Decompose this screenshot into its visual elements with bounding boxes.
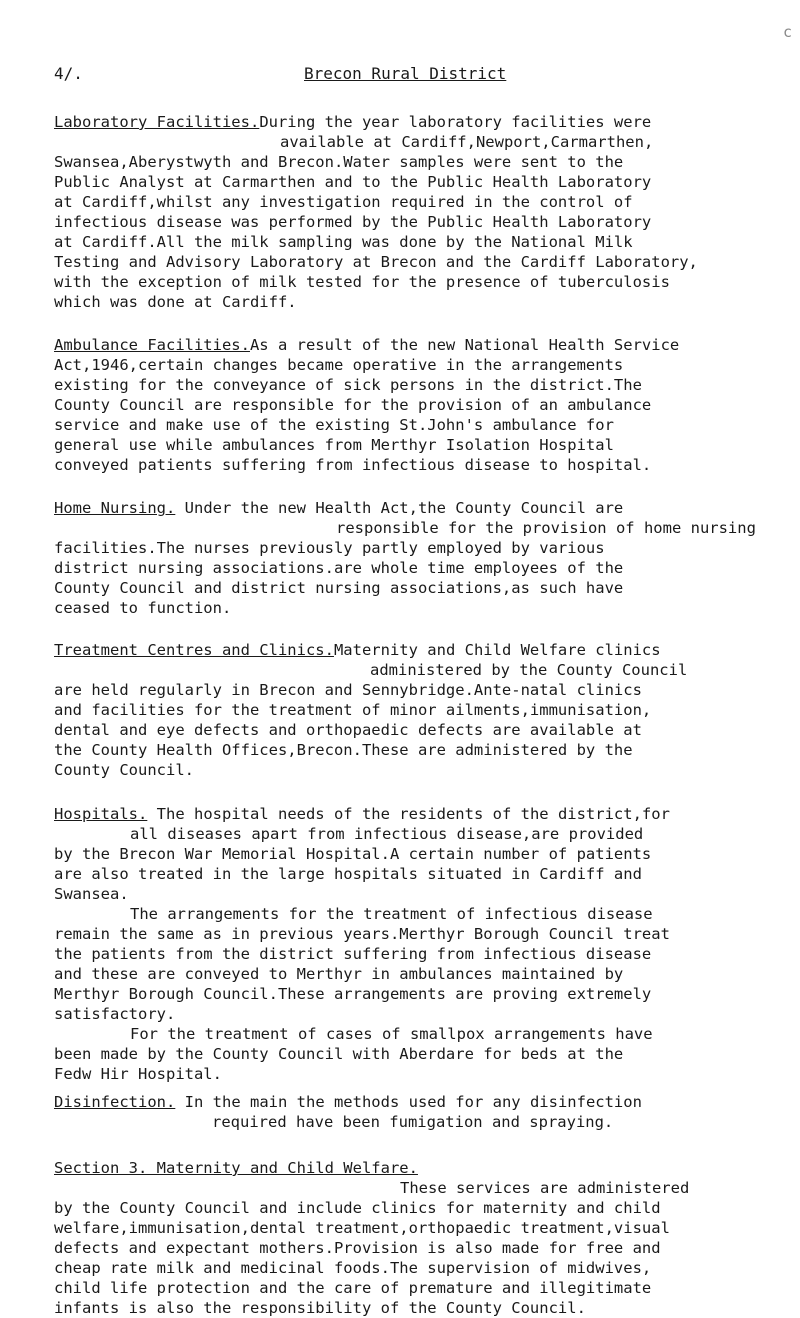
section-line: Home Nursing. Under the new Health Act,the County Council are	[54, 499, 624, 517]
section-line: Swansea.	[54, 885, 129, 903]
section-line: cheap rate milk and medicinal foods.The supervision of midwives,	[54, 1259, 652, 1277]
corner-mark: c	[783, 23, 793, 41]
section-line: Ambulance Facilities.As a result of the new National Health Service	[54, 336, 680, 354]
section-line: For the treatment of cases of smallpox arrangements have	[130, 1025, 653, 1043]
section-line: Act,1946,certain changes became operative in the arrangements	[54, 356, 624, 374]
section-line: conveyed patients suffering from infectious disease to hospital.	[54, 456, 652, 474]
section-line: and facilities for the treatment of minor ailments,immunisation,	[54, 701, 652, 719]
section-line: and these are conveyed to Merthyr in ambulances maintained by	[54, 965, 624, 983]
section-line: by the Brecon War Memorial Hospital.A certain number of patients	[54, 845, 652, 863]
section-heading: Section 3. Maternity and Child Welfare.	[54, 1159, 418, 1177]
section-line: been made by the County Council with Aberdare for beds at the	[54, 1045, 624, 1063]
section-line: the patients from the district suffering from infectious disease	[54, 945, 652, 963]
section-line: at Cardiff,whilst any investigation required in the control of	[54, 193, 633, 211]
section-line: responsible for the provision of home nursing	[336, 519, 756, 537]
section-line: service and make use of the existing St.John's ambulance for	[54, 416, 614, 434]
running-head: Brecon Rural District	[304, 64, 507, 83]
section-line: infants is also the responsibility of the County Council.	[54, 1299, 586, 1317]
section-line: child life protection and the care of premature and illegitimate	[54, 1279, 652, 1297]
section-line: general use while ambulances from Merthyr Isolation Hospital	[54, 436, 614, 454]
section-line: with the exception of milk tested for the presence of tuberculosis	[54, 273, 670, 291]
page-number: 4/.	[54, 64, 83, 83]
section-line: infectious disease was performed by the Public Health Laboratory	[54, 213, 652, 231]
section-line: are also treated in the large hospitals situated in Cardiff and	[54, 865, 642, 883]
section-line: required have been fumigation and spraying.	[212, 1113, 614, 1131]
section-line: Public Analyst at Carmarthen and to the Public Health Laboratory	[54, 173, 652, 191]
section-heading: Ambulance Facilities.	[54, 336, 250, 354]
section-line: remain the same as in previous years.Merthyr Borough Council treat	[54, 925, 670, 943]
section-line: district nursing associations.are whole time employees of the	[54, 559, 624, 577]
section-line: County Council.	[54, 761, 194, 779]
section-heading: Laboratory Facilities.	[54, 113, 260, 131]
section-line: the County Health Offices,Brecon.These are administered by the	[54, 741, 633, 759]
section-home-nursing	[54, 498, 794, 618]
section-heading: Hospitals.	[54, 805, 148, 823]
section-line: facilities.The nurses previously partly employed by various	[54, 539, 605, 557]
section-line: Hospitals. The hospital needs of the residents of the district,for	[54, 805, 670, 823]
section-line	[54, 1158, 794, 1178]
section-line: Treatment Centres and Clinics.Maternity and Child Welfare clinics	[54, 641, 661, 659]
section-line: Fedw Hir Hospital.	[54, 1065, 222, 1083]
section-line: County Council and district nursing associations,as such have	[54, 579, 624, 597]
section-line: Testing and Advisory Laboratory at Brecon and the Cardiff Laboratory,	[54, 253, 698, 271]
section-ambulance	[54, 335, 794, 475]
section-line: administered by the County Council	[370, 661, 688, 679]
section-line: These services are administered	[400, 1179, 690, 1197]
section-line: welfare,immunisation,dental treatment,orthopaedic treatment,visual	[54, 1219, 670, 1237]
section-line: by the County Council and include clinics for maternity and child	[54, 1199, 661, 1217]
section-line: The arrangements for the treatment of infectious disease	[130, 905, 653, 923]
section-maternity-child-welfare	[54, 1158, 794, 1318]
section-line: Merthyr Borough Council.These arrangements are proving extremely	[54, 985, 652, 1003]
section-line: satisfactory.	[54, 1005, 176, 1023]
section-line: Disinfection. In the main the methods used for any disinfection	[54, 1093, 642, 1111]
section-line: are held regularly in Brecon and Sennybridge.Ante-natal clinics	[54, 681, 642, 699]
section-disinfection	[54, 1092, 794, 1132]
section-line: available at Cardiff,Newport,Carmarthen,	[280, 133, 654, 151]
section-hospitals	[54, 804, 794, 1084]
section-line: all diseases apart from infectious disease,are provided	[130, 825, 644, 843]
section-line: at Cardiff.All the milk sampling was done by the National Milk	[54, 233, 633, 251]
section-heading: Disinfection.	[54, 1093, 176, 1111]
section-line: Laboratory Facilities.During the year laboratory facilities were	[54, 113, 652, 131]
section-heading: Treatment Centres and Clinics.	[54, 641, 334, 659]
section-line: ceased to function.	[54, 599, 232, 617]
section-line: existing for the conveyance of sick persons in the district.The	[54, 376, 642, 394]
section-line: which was done at Cardiff.	[54, 293, 297, 311]
section-line: defects and expectant mothers.Provision is also made for free and	[54, 1239, 661, 1257]
section-line: dental and eye defects and orthopaedic defects are available at	[54, 721, 642, 739]
section-laboratory	[54, 112, 794, 312]
section-line: Swansea,Aberystwyth and Brecon.Water samples were sent to the	[54, 153, 624, 171]
section-line: County Council are responsible for the provision of an ambulance	[54, 396, 652, 414]
section-heading: Home Nursing.	[54, 499, 176, 517]
section-treatment-centres	[54, 640, 794, 780]
